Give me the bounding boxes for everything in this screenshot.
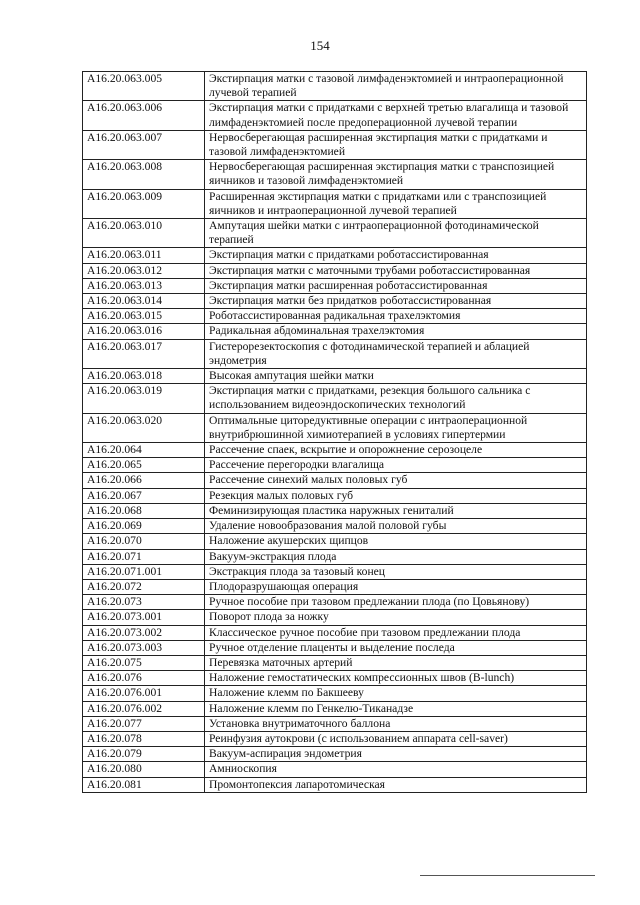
procedure-name: Нервосберегающая расширенная экстирпация матки с транспозицией яичников и тазовой лимфаденэктомией bbox=[205, 160, 587, 189]
procedure-name: Установка внутриматочного баллона bbox=[205, 716, 587, 731]
procedure-code: A16.20.063.008 bbox=[83, 160, 205, 189]
procedure-code: A16.20.073.001 bbox=[83, 610, 205, 625]
procedure-code: A16.20.063.005 bbox=[83, 72, 205, 101]
procedure-name: Экстирпация матки с тазовой лимфаденэктомией и интраоперационной лучевой терапией bbox=[205, 72, 587, 101]
procedure-code: A16.20.077 bbox=[83, 716, 205, 731]
procedure-name: Плодоразрушающая операция bbox=[205, 579, 587, 594]
procedure-name: Амниоскопия bbox=[205, 762, 587, 777]
procedure-name: Экстирпация матки с придатками роботассистированная bbox=[205, 248, 587, 263]
procedure-code: A16.20.067 bbox=[83, 488, 205, 503]
table-row bbox=[83, 747, 587, 762]
table-row bbox=[83, 458, 587, 473]
table-row bbox=[83, 101, 587, 130]
procedure-code: A16.20.063.018 bbox=[83, 369, 205, 384]
table-row bbox=[83, 72, 587, 101]
procedure-name: Классическое ручное пособие при тазовом предлежании плода bbox=[205, 625, 587, 640]
procedure-name: Ампутация шейки матки с интраоперационной фотодинамической терапией bbox=[205, 219, 587, 248]
procedure-code: A16.20.065 bbox=[83, 458, 205, 473]
procedure-name: Роботассистированная радикальная трахелэктомия bbox=[205, 309, 587, 324]
table-row bbox=[83, 716, 587, 731]
table-row bbox=[83, 564, 587, 579]
table-row bbox=[83, 519, 587, 534]
procedure-code: A16.20.069 bbox=[83, 519, 205, 534]
procedure-name: Экстирпация матки с придатками с верхней третью влагалища и тазовой лимфаденэктомией после предоперационной лучевой терапии bbox=[205, 101, 587, 130]
procedure-code: A16.20.073 bbox=[83, 595, 205, 610]
page-number: 154 bbox=[310, 38, 330, 53]
table-row bbox=[83, 762, 587, 777]
table-row bbox=[83, 534, 587, 549]
procedure-name: Вакуум-аспирация эндометрия bbox=[205, 747, 587, 762]
procedure-code: A16.20.063.015 bbox=[83, 309, 205, 324]
procedure-name: Расширенная экстирпация матки с придатками или с транспозицией яичников и интраоперационной лучевой терапией bbox=[205, 189, 587, 218]
table-row bbox=[83, 731, 587, 746]
procedure-name: Оптимальные циторедуктивные операции с интраоперационной внутрибрюшинной химиотерапией в условиях гипертермии bbox=[205, 413, 587, 442]
procedure-code: A16.20.063.020 bbox=[83, 413, 205, 442]
procedure-name: Резекция малых половых губ bbox=[205, 488, 587, 503]
table-row bbox=[83, 443, 587, 458]
procedure-code: A16.20.063.014 bbox=[83, 294, 205, 309]
procedure-name: Рассечение синехий малых половых губ bbox=[205, 473, 587, 488]
procedure-code: A16.20.071.001 bbox=[83, 564, 205, 579]
procedure-code: A16.20.063.012 bbox=[83, 263, 205, 278]
procedure-code: A16.20.079 bbox=[83, 747, 205, 762]
procedure-code: A16.20.068 bbox=[83, 503, 205, 518]
procedure-code: A16.20.063.006 bbox=[83, 101, 205, 130]
procedure-code: A16.20.063.007 bbox=[83, 130, 205, 159]
table-row bbox=[83, 595, 587, 610]
table-row bbox=[83, 248, 587, 263]
procedure-code: A16.20.081 bbox=[83, 777, 205, 792]
procedure-code: A16.20.066 bbox=[83, 473, 205, 488]
procedure-code: A16.20.080 bbox=[83, 762, 205, 777]
procedure-code: A16.20.063.009 bbox=[83, 189, 205, 218]
table-row bbox=[83, 655, 587, 670]
table-row bbox=[83, 369, 587, 384]
table-row bbox=[83, 189, 587, 218]
table-row bbox=[83, 160, 587, 189]
table-row bbox=[83, 610, 587, 625]
table-row bbox=[83, 278, 587, 293]
procedure-name: Радикальная абдоминальная трахелэктомия bbox=[205, 324, 587, 339]
procedure-code: A16.20.071 bbox=[83, 549, 205, 564]
procedure-code: A16.20.064 bbox=[83, 443, 205, 458]
procedure-name: Экстракция плода за тазовый конец bbox=[205, 564, 587, 579]
procedure-name: Ручное пособие при тазовом предлежании плода (по Цовьянову) bbox=[205, 595, 587, 610]
table-row bbox=[83, 579, 587, 594]
table-row bbox=[83, 488, 587, 503]
table-row bbox=[83, 640, 587, 655]
procedure-name: Наложение гемостатических компрессионных швов (B-lunch) bbox=[205, 671, 587, 686]
procedure-name: Высокая ампутация шейки матки bbox=[205, 369, 587, 384]
procedure-name: Промонтопексия лапаротомическая bbox=[205, 777, 587, 792]
procedure-code: A16.20.063.016 bbox=[83, 324, 205, 339]
procedure-code: A16.20.063.019 bbox=[83, 384, 205, 413]
table-row bbox=[83, 309, 587, 324]
procedure-name: Экстирпация матки с придатками, резекция большого сальника с использованием видеоэндоскопических технологий bbox=[205, 384, 587, 413]
procedure-name: Экстирпация матки расширенная роботассистированная bbox=[205, 278, 587, 293]
table-row bbox=[83, 777, 587, 792]
procedure-code: A16.20.063.011 bbox=[83, 248, 205, 263]
procedure-name: Поворот плода за ножку bbox=[205, 610, 587, 625]
procedure-code: A16.20.076.002 bbox=[83, 701, 205, 716]
table-row bbox=[83, 413, 587, 442]
table-row bbox=[83, 219, 587, 248]
table-row bbox=[83, 701, 587, 716]
procedure-name: Рассечение спаек, вскрытие и опорожнение серозоцеле bbox=[205, 443, 587, 458]
procedure-name: Нервосберегающая расширенная экстирпация матки с придатками и тазовой лимфаденэктомией bbox=[205, 130, 587, 159]
procedure-name: Удаление новообразования малой половой губы bbox=[205, 519, 587, 534]
footer-rule bbox=[420, 875, 595, 876]
procedure-code: A16.20.072 bbox=[83, 579, 205, 594]
procedure-code: A16.20.063.013 bbox=[83, 278, 205, 293]
table-row bbox=[83, 686, 587, 701]
procedure-name: Ручное отделение плаценты и выделение последа bbox=[205, 640, 587, 655]
table-row bbox=[83, 384, 587, 413]
procedure-code: A16.20.076 bbox=[83, 671, 205, 686]
procedure-code: A16.20.070 bbox=[83, 534, 205, 549]
procedure-name: Экстирпация матки без придатков роботассистированная bbox=[205, 294, 587, 309]
procedure-codes-table bbox=[82, 71, 587, 793]
table-row bbox=[83, 339, 587, 368]
procedure-code: A16.20.073.003 bbox=[83, 640, 205, 655]
procedure-code: A16.20.076.001 bbox=[83, 686, 205, 701]
procedure-name: Наложение акушерских щипцов bbox=[205, 534, 587, 549]
procedure-name: Наложение клемм по Бакшееву bbox=[205, 686, 587, 701]
table-row bbox=[83, 503, 587, 518]
procedure-name: Гистерорезектоскопия с фотодинамической терапией и аблацией эндометрия bbox=[205, 339, 587, 368]
table-row bbox=[83, 263, 587, 278]
procedure-name: Экстирпация матки с маточными трубами роботассистированная bbox=[205, 263, 587, 278]
procedure-name: Рассечение перегородки влагалища bbox=[205, 458, 587, 473]
table-row bbox=[83, 130, 587, 159]
procedure-name: Вакуум-экстракция плода bbox=[205, 549, 587, 564]
procedure-code: A16.20.075 bbox=[83, 655, 205, 670]
table-row bbox=[83, 473, 587, 488]
procedure-code: A16.20.063.017 bbox=[83, 339, 205, 368]
procedure-name: Наложение клемм по Генкелю-Тиканадзе bbox=[205, 701, 587, 716]
table-row bbox=[83, 625, 587, 640]
procedure-code: A16.20.063.010 bbox=[83, 219, 205, 248]
procedure-name: Феминизирующая пластика наружных гениталий bbox=[205, 503, 587, 518]
procedure-code: A16.20.073.002 bbox=[83, 625, 205, 640]
table-row bbox=[83, 671, 587, 686]
procedure-name: Реинфузия аутокрови (с использованием аппарата cell-saver) bbox=[205, 731, 587, 746]
table-row bbox=[83, 324, 587, 339]
table-row bbox=[83, 294, 587, 309]
procedure-code: A16.20.078 bbox=[83, 731, 205, 746]
procedure-name: Перевязка маточных артерий bbox=[205, 655, 587, 670]
table-body bbox=[83, 72, 587, 793]
table-row bbox=[83, 549, 587, 564]
